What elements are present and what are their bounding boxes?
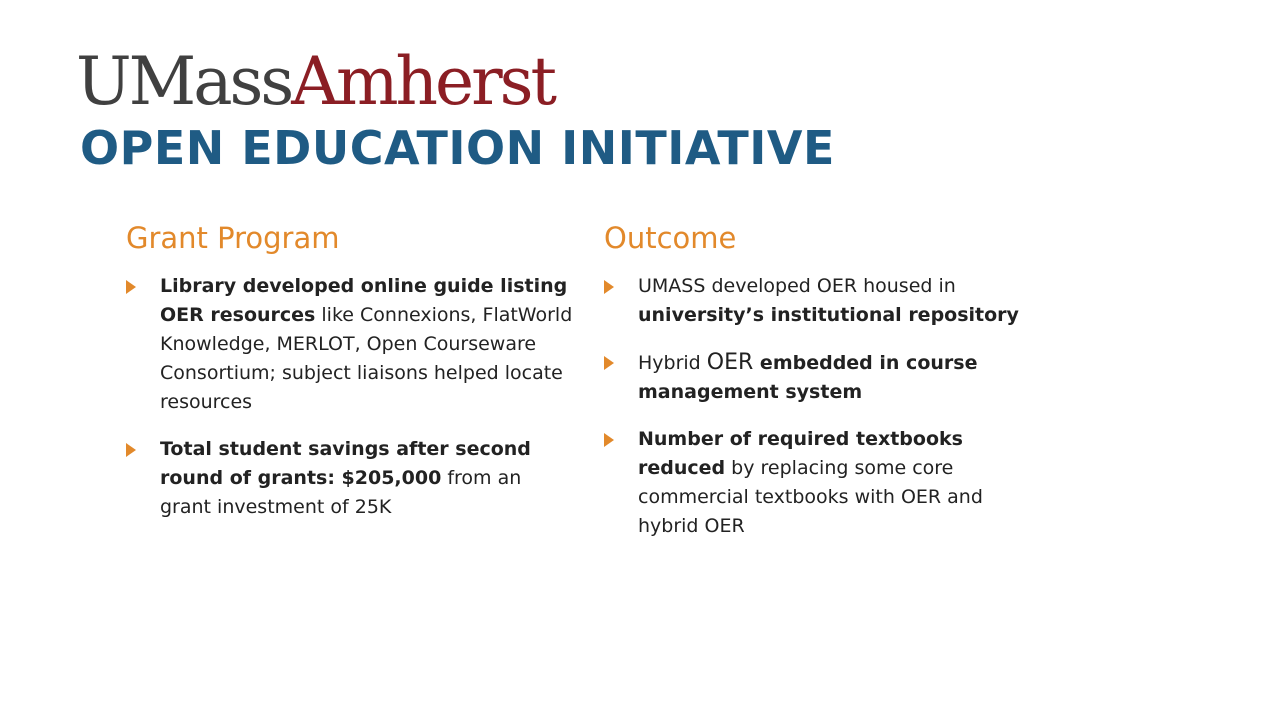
logo-amherst: Amherst — [291, 43, 555, 120]
outcome-bullet-hybrid — [604, 348, 1044, 407]
outcome-bullet-textbooks — [604, 425, 1044, 541]
bullet-bold-text: Library developed online guide listing OER resources — [160, 275, 568, 326]
bullet-text: by replacing some core commercial textbooks with OER and hybrid OER — [638, 457, 983, 537]
bullet-text: UMASS developed OER housed in — [638, 275, 956, 297]
bullet-oer-text: OER — [706, 350, 754, 375]
slide-title: OPEN EDUCATION INITIATIVE — [80, 121, 835, 175]
logo-umass: UMass — [76, 43, 292, 120]
bullet-arrow-icon — [604, 280, 614, 294]
grant-bullet-savings — [126, 435, 576, 522]
grant-program-heading: Grant Program — [126, 221, 340, 255]
bullet-arrow-icon — [604, 356, 614, 370]
bullet-text: like Connexions, FlatWorld Knowledge, MERLOT, Open Courseware Consortium; subject liaisons helped locate resources — [160, 304, 573, 413]
bullet-arrow-icon — [604, 433, 614, 447]
outcome-column — [604, 218, 1044, 559]
bullet-bold-text: Total student savings after second round of grants: $205,000 — [160, 438, 531, 489]
bullet-text: Hybrid — [638, 352, 707, 374]
grant-program-column — [126, 218, 576, 540]
bullet-text: from an grant investment of 25K — [160, 467, 522, 518]
umass-amherst-logo — [76, 42, 554, 122]
grant-bullet-library-guide — [126, 272, 576, 417]
outcome-bullet-repository — [604, 272, 1044, 330]
bullet-bold-text: Number of required textbooks reduced — [638, 428, 963, 479]
outcome-heading: Outcome — [604, 221, 737, 255]
bullet-bold-text: embedded in course management system — [638, 352, 978, 403]
bullet-bold-text: university’s institutional repository — [638, 304, 1019, 326]
bullet-arrow-icon — [126, 280, 136, 294]
bullet-arrow-icon — [126, 443, 136, 457]
